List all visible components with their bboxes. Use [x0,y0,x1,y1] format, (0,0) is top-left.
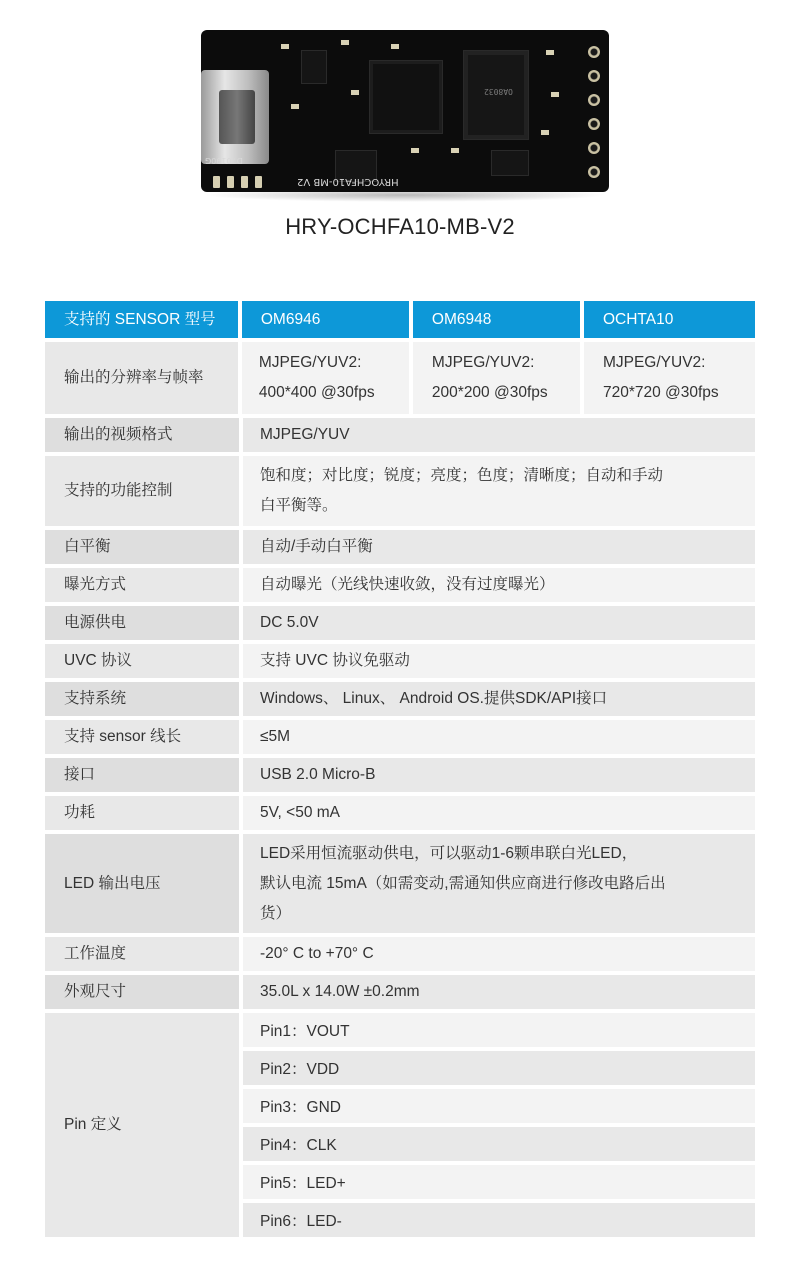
table-row [45,568,755,602]
pin-item: Pin4：CLK [243,1127,755,1161]
sensor-col-1: OM6946 [242,301,409,338]
row-label: LED 输出电压 [45,834,239,933]
usb-port-opening [219,90,255,144]
table-row [45,456,755,526]
table-row [45,530,755,564]
value-line: 货） [260,904,292,922]
pin-item: Pin6：LED- [243,1203,755,1237]
smd-component [411,148,419,153]
board-silkscreen: HRYOCHFA10-MB V2 [297,176,399,187]
controller-chip [369,60,443,134]
pin-item: Pin2：VDD [243,1051,755,1085]
chip-marking: OA8032 [484,87,513,96]
table-row [45,418,755,452]
smd-component [291,104,299,109]
row-value: Windows、 Linux、 Android OS.提供SDK/API接口 [243,682,755,716]
table-row [45,796,755,830]
table-row [45,758,755,792]
row-value: -20° C to +70° C [243,937,755,971]
row-label: 电源供电 [45,606,239,640]
row-value: MJPEG/YUV [243,418,755,452]
pin-pad [588,142,600,154]
spec-table [45,301,755,1237]
model-title: HRY-OCHFA10-MB-V2 [285,214,515,239]
resolution-value-1 [242,342,409,414]
value-line: MJPEG/YUV2: [431,354,535,371]
table-row [45,937,755,971]
value-line: 默认电流 15mA（如需变动,需通知供应商进行修改电路后出 [260,874,666,892]
value-line: 200*200 @30fps [431,384,548,401]
sensor-chip [463,50,529,140]
table-header-row [45,301,755,338]
row-value: 5V, <50 mA [243,796,755,830]
pin-pad [588,166,600,178]
value-line: MJPEG/YUV2: [258,354,362,371]
pin-item: Pin5：LED+ [243,1165,755,1199]
smd-component [451,148,459,153]
row-label: 支持 sensor 线长 [45,720,239,754]
sensor-col-2: OM6948 [413,301,580,338]
smd-component [546,50,554,55]
pin-pad [588,46,600,58]
row-label: 支持系统 [45,682,239,716]
row-value: ≤5M [243,720,755,754]
smd-component [551,92,559,97]
row-value: USB 2.0 Micro-B [243,758,755,792]
row-label: 功耗 [45,796,239,830]
table-row [45,644,755,678]
pin-item: Pin3：GND [243,1089,755,1123]
row-label: 输出的视频格式 [45,418,239,452]
regulator-chip [301,50,327,84]
row-value: 支持 UVC 协议免驱动 [243,644,755,678]
row-label: Pin 定义 [45,1013,239,1237]
resolution-value-2 [413,342,580,414]
row-label: 输出的分辨率与帧率 [45,342,238,414]
row-value: DC 5.0V [243,606,755,640]
row-value: 自动曝光（光线快速收敛，没有过度曝光） [243,568,755,602]
row-value: 35.0L x 14.0W ±0.2mm [243,975,755,1009]
gold-pad [227,176,234,188]
resolution-value-3 [584,342,755,414]
table-row [45,834,755,933]
row-value [243,834,755,933]
smd-component [281,44,289,49]
table-row [45,975,755,1009]
header-label: 支持的 SENSOR 型号 [45,301,238,338]
row-label: 工作温度 [45,937,239,971]
pin-item: Pin1：VOUT [243,1013,755,1047]
pin-list [243,1013,755,1237]
row-label: UVC 协议 [45,644,239,678]
value-line: LED采用恒流驱动供电，可以驱动1-6颗串联白光LED， [260,844,638,862]
driver-chip [491,150,529,176]
pin-pad [588,118,600,130]
row-label: 曝光方式 [45,568,239,602]
pin-definition-block [45,1013,755,1237]
pin-pad [588,94,600,106]
table-row [45,720,755,754]
pcb-board [201,30,609,192]
value-line: MJPEG/YUV2: [602,354,706,371]
row-value [243,456,755,526]
table-row [45,682,755,716]
row-label: 支持的功能控制 [45,456,239,526]
gold-pad [255,176,262,188]
micro-usb-connector [201,70,269,164]
smd-component [391,44,399,49]
gold-pad [241,176,248,188]
table-row [45,606,755,640]
row-label: 白平衡 [45,530,239,564]
gold-pad [213,176,220,188]
product-image [195,22,615,200]
pin-silkscreen: D70190G [205,156,243,165]
table-row [45,342,755,414]
value-line: 720*720 @30fps [602,384,719,401]
value-line: 400*400 @30fps [258,384,375,401]
smd-component [351,90,359,95]
row-value: 自动/手动白平衡 [243,530,755,564]
pin-pad [588,70,600,82]
smd-component [541,130,549,135]
row-label: 外观尺寸 [45,975,239,1009]
row-label: 接口 [45,758,239,792]
value-line: 白平衡等。 [260,497,338,514]
sensor-col-3: OCHTA10 [584,301,755,338]
value-line: 饱和度；对比度；锐度；亮度；色度；清晰度；自动和手动 [260,467,664,484]
smd-component [341,40,349,45]
